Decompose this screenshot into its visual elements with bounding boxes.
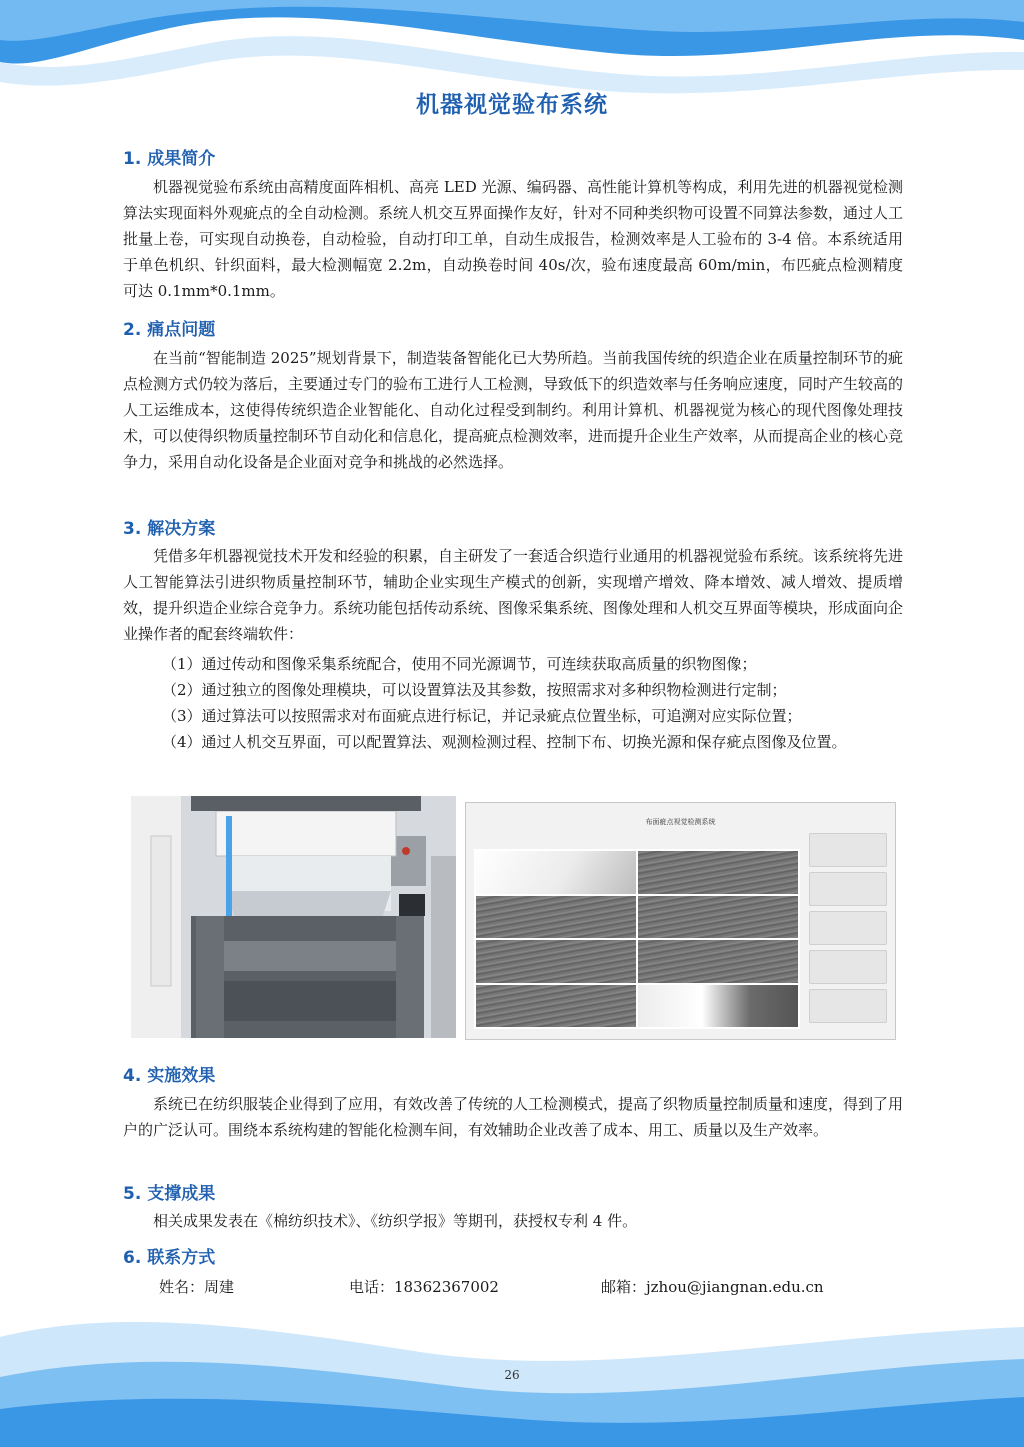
solution-list-item: （2）通过独立的图像处理模块，可以设置算法及其参数，按照需求对多种织物检测进行定制；	[162, 681, 787, 699]
section-heading-solution: 3. 解决方案	[123, 519, 216, 539]
fabric-image-tile	[476, 851, 636, 894]
fabric-image-tile	[638, 896, 798, 939]
section-paragraph-intro: 机器视觉验布系统由高精度面阵相机、高亮 LED 光源、编码器、高性能计算机等构成，利用先进的机器视觉检测算法实现面料外观疵点的全自动检测。系统人机交互界面操作友好，针对不同种类织物可设置不同算法参数，通过人工批量上卷，可实现自动换卷，自动检验，自动打印工单，自动生成报告，检测效率是人工验布的 3-4 倍。本系统适用于单色机织、针织面料，最大检测幅宽 2.2m，自动换卷时间 40s/次，验布速度最高 60m/min，布匹疵点检测精度可达 0.1mm*0.1mm。	[123, 178, 904, 300]
machine-photo	[131, 796, 456, 1038]
contact-phone: 电话：18362367002	[349, 1278, 499, 1296]
page-title: 机器视觉验布系统	[416, 92, 608, 118]
section-paragraph-effects: 系统已在纺织服装企业得到了应用，有效改善了传统的人工检测模式，提高了织物质量控制质量和速度，得到了用户的广泛认可。围绕本系统构建的智能化检测车间，有效辅助企业改善了成本、用工、质量以及生产效率。	[123, 1095, 904, 1139]
software-control-buttons	[809, 833, 887, 1031]
fabric-image-tile	[638, 940, 798, 983]
page-number: 26	[504, 1368, 520, 1382]
solution-list-item: （3）通过算法可以按照需求对布面疵点进行标记，并记录疵点位置坐标，可追溯对应实际位置；	[162, 707, 802, 725]
section-heading-intro: 1. 成果简介	[123, 149, 216, 169]
section-paragraph-pain-points: 在当前“智能制造 2025”规划背景下，制造装备智能化已大势所趋。当前我国传统的织造企业在质量控制环节的疵点检测方式仍较为落后，主要通过专门的验布工进行人工检测，导致低下的织造效率与任务响应速度，同时产生较高的人工运维成本，这使得传统织造企业智能化、自动化过程受到制约。利用计算机、机器视觉为核心的现代图像处理技术，可以使得织物质量控制环节自动化和信息化，提高疵点检测效率，进而提升企业生产效率，从而提高企业的核心竞争力，采用自动化设备是企业面对竞争和挑战的必然选择。	[123, 349, 904, 471]
software-button	[809, 950, 887, 984]
section-paragraph-solution: 凭借多年机器视觉技术开发和经验的积累，自主研发了一套适合织造行业通用的机器视觉验布系统。该系统将先进人工智能算法引进织物质量控制环节，辅助企业实现生产模式的创新，实现增产增效、降本增效、减人增效、提质增效，提升织造企业综合竞争力。系统功能包括传动系统、图像采集系统、图像处理和人机交互界面等模块，形成面向企业操作者的配套终端软件：	[123, 547, 904, 643]
solution-list-item: （4）通过人机交互界面，可以配置算法、观测检测过程、控制下布、切换光源和保存疵点图像及位置。	[162, 733, 847, 751]
fabric-image-tile	[476, 896, 636, 939]
contact-email: 邮箱：jzhou@jiangnan.edu.cn	[601, 1278, 824, 1296]
section-heading-pain-points: 2. 痛点问题	[123, 320, 216, 340]
section-heading-effects: 4. 实施效果	[123, 1066, 216, 1086]
fabric-image-tile	[638, 985, 798, 1028]
fabric-image-tile	[476, 985, 636, 1028]
software-button	[809, 911, 887, 945]
contact-name: 姓名：周建	[159, 1278, 235, 1296]
section-paragraph-achievements: 相关成果发表在《棉纺织技术》、《纺织学报》等期刊，获授权专利 4 件。	[153, 1212, 638, 1230]
section-heading-contact: 6. 联系方式	[123, 1248, 216, 1268]
fabric-image-tile	[476, 940, 636, 983]
software-button	[809, 989, 887, 1023]
fabric-image-grid	[474, 849, 800, 1029]
software-window-title: 布面疵点视觉检测系统	[645, 818, 716, 826]
software-button	[809, 872, 887, 906]
software-interface-screenshot	[465, 802, 896, 1040]
software-button	[809, 833, 887, 867]
solution-list-item: （1）通过传动和图像采集系统配合，使用不同光源调节，可连续获取高质量的织物图像；	[162, 655, 757, 673]
fabric-image-tile	[638, 851, 798, 894]
section-heading-achievements: 5. 支撑成果	[123, 1184, 216, 1204]
